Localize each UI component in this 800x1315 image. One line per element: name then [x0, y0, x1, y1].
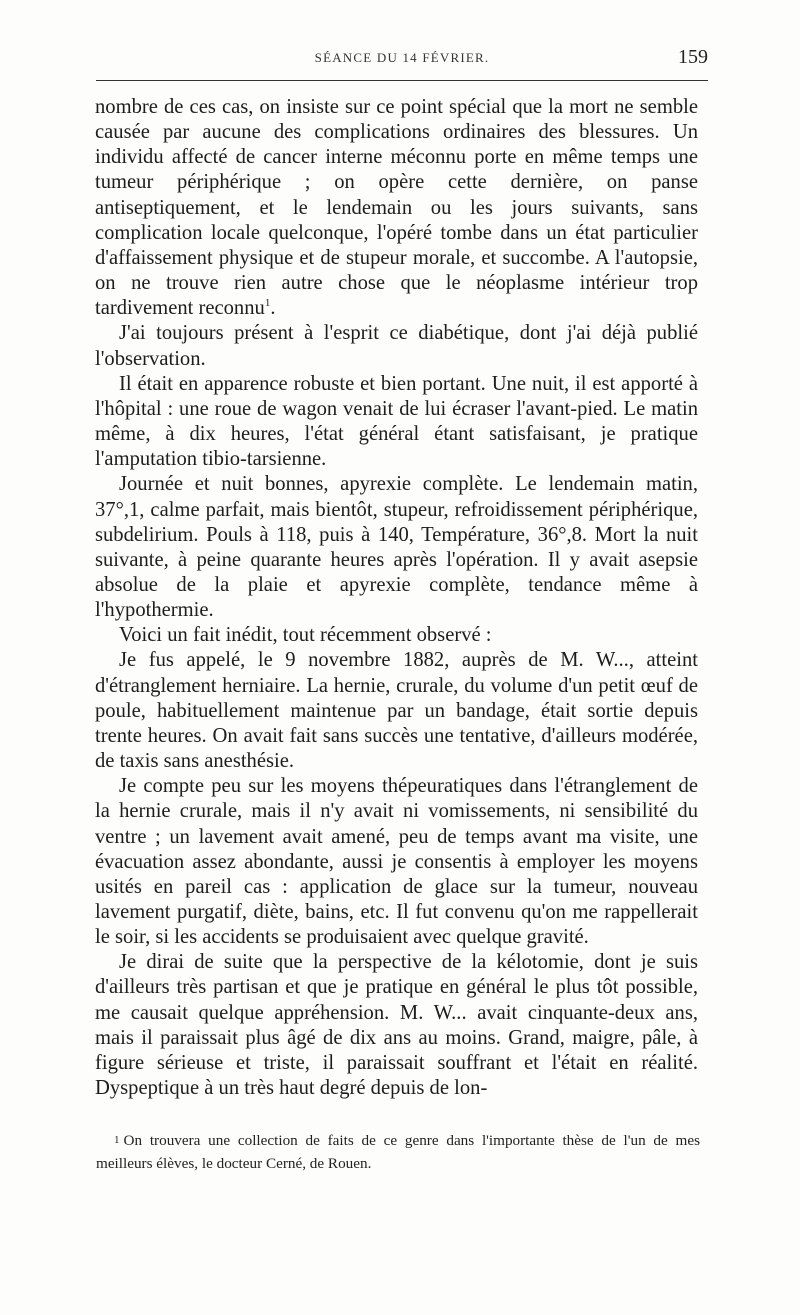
paragraph-2: J'ai toujours présent à l'esprit ce diabétique, dont j'ai déjà publié l'observation. [95, 322, 698, 370]
page-number: 159 [678, 46, 708, 68]
paragraph-8: Je dirai de suite que la perspective de la kélotomie, dont je suis d'ailleurs très partisan et que je pratique en général le plus tôt possible, me causait quelque appréhension. M. W... avait cinquante-deux ans, mais il paraissait plus âgé de dix ans au moins. Grand, maigre, pâle, à figure sérieuse et triste, il paraissait souffrant et l'était en réalité. Dyspeptique à un très haut degré depuis de lon- [95, 951, 698, 1100]
paragraph-5: Voici un fait inédit, tout récemment observé : [119, 624, 492, 647]
footnote [96, 1129, 700, 1175]
footnote-marker: 1 [114, 1134, 120, 1146]
paragraph-1-text: nombre de ces cas, on insiste sur ce point spécial que la mort ne semble causée par aucune des complications ordinaires des blessures. Un individu affecté de cancer interne méconnu porte en même temps une tumeur périphérique ; on opère cette dernière, on panse antiseptiquement, et le lendemain ou les jours suivants, sans complication locale quelconque, l'opéré tombe dans un état particulier d'affaissement physique et de stupeur morale, et succombe. A l'autopsie, on ne trouve rien autre chose que le néoplasme intérieur trop tardivement reconnu [95, 96, 698, 320]
paragraph-4: Journée et nuit bonnes, apyrexie complète. Le lendemain matin, 37°,1, calme parfait, mais bientôt, stupeur, refroidissement périphérique, subdelirium. Pouls à 118, puis à 140, Température, 36°,8. Mort la nuit suivante, à peine quarante heures après l'opération. Il y avait asepsie absolue de la plaie et apyrexie complète, tendance même à l'hypothermie. [95, 473, 698, 622]
paragraph-6: Je fus appelé, le 9 novembre 1882, auprès de M. W..., atteint d'étranglement herniaire. La hernie, crurale, du volume d'un petit œuf de poule, habituellement maintenue par un bandage, était sortie depuis trente heures. On avait fait sans succès une tentative, d'ailleurs modérée, de taxis sans anesthésie. [95, 649, 698, 773]
footnote-text: On trouvera une collection de faits de ce genre dans l'importante thèse de l'un de mes meilleurs élèves, le docteur Cerné, de Rouen. [96, 1132, 700, 1172]
paragraph-3: Il était en apparence robuste et bien portant. Une nuit, il est apporté à l'hôpital : une roue de wagon venait de lui écraser l'avant-pied. Le matin même, à dix heures, l'état général étant satisfaisant, je pratique l'amputation tibio-tarsienne. [95, 372, 698, 471]
running-title: SÉANCE DU 14 FÉVRIER. [314, 50, 490, 65]
footnote-reference: 1 [264, 297, 271, 310]
running-head [96, 46, 708, 72]
paragraph-7: Je compte peu sur les moyens thépeuratiques dans l'étranglement de la hernie crurale, mais il n'y avait ni vomissements, ni sensibilité du ventre ; un lavement avait amené, peu de temps avant ma visite, une évacuation assez abondante, aussi je consentis à employer les moyens usités en pareil cas : application de glace sur la tumeur, nouveau lavement purgatif, diète, bains, etc. Il fut convenu qu'on me rappellerait le soir, si les accidents se produisaient avec quelque gravité. [95, 775, 698, 949]
paragraph-1: nombre de ces cas, on insiste sur ce point spécial que la mort ne semble causée par aucune des complications ordinaires des blessures. Un individu affecté de cancer interne méconnu porte en même temps une tumeur périphérique ; on opère cette dernière, on panse antiseptiquement, et le lendemain ou les jours suivants, sans complication locale quelconque, l'opéré tombe dans un état particulier d'affaissement physique et de stupeur morale, et succombe. A l'autopsie, on ne trouve rien autre chose que le néoplasme intérieur trop tardivement reconnu$^1$. [95, 96, 698, 320]
header-rule [96, 80, 708, 81]
body-text [95, 95, 698, 1101]
